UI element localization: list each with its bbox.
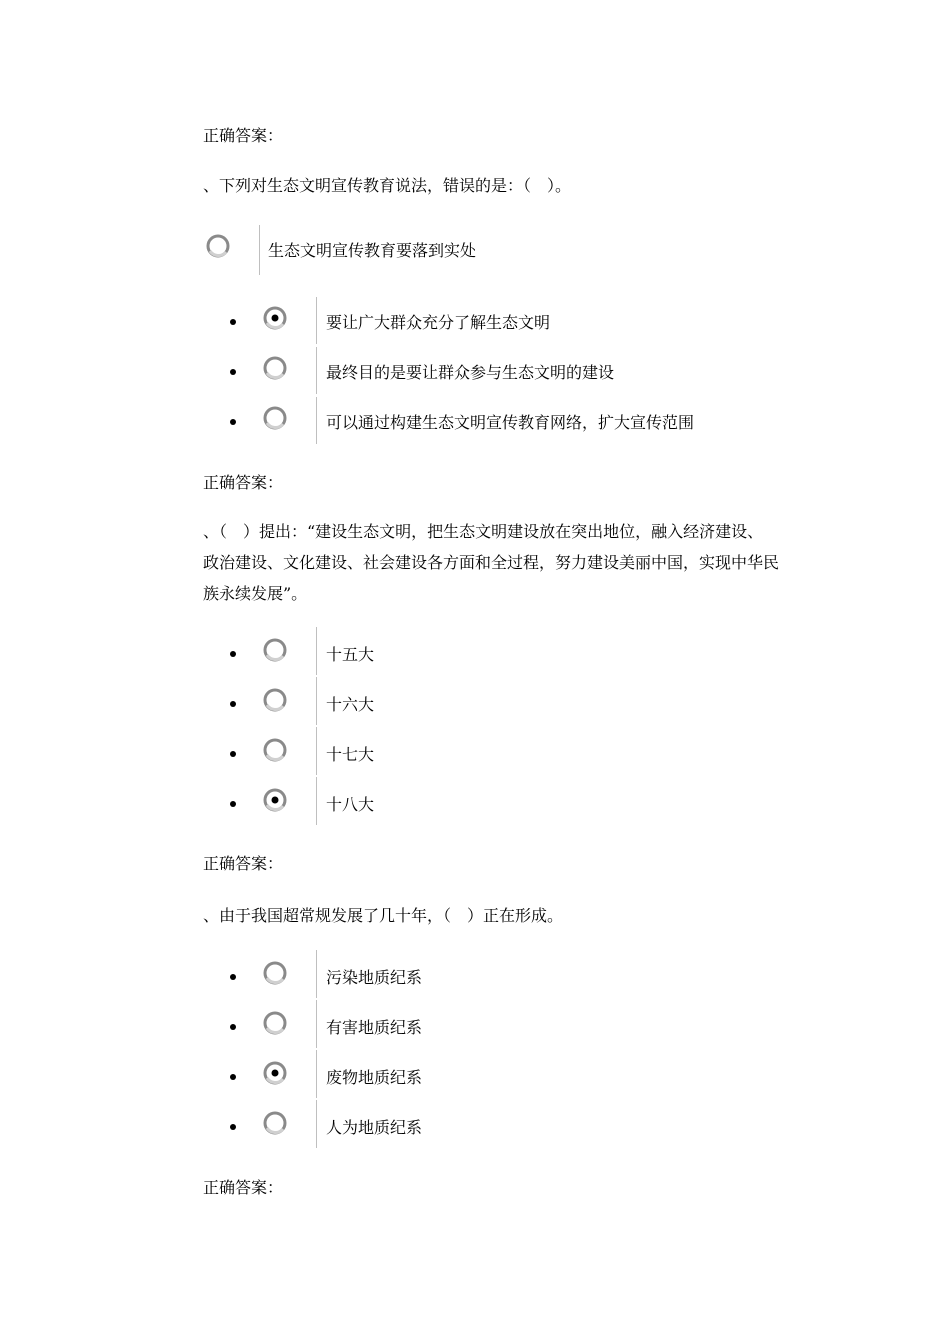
- question-2-option-2[interactable]: 十七大: [326, 745, 375, 764]
- list-bullet: [230, 369, 236, 375]
- option-divider: [316, 727, 317, 775]
- option-divider: [316, 777, 317, 825]
- option-divider: [316, 1100, 317, 1148]
- question-1-option-3[interactable]: 可以通过构建生态文明宣传教育网络，扩大宣传范围: [326, 413, 695, 432]
- question-1-option-1[interactable]: 要让广大群众充分了解生态文明: [326, 313, 551, 332]
- question-3-option-3[interactable]: 人为地质纪系: [326, 1118, 423, 1137]
- list-bullet: [230, 1024, 236, 1030]
- option-divider: [316, 397, 317, 444]
- radio-button[interactable]: [262, 687, 288, 713]
- list-bullet: [230, 701, 236, 707]
- question-2-stem-line-2: 政治建设、文化建设、社会建设各方面和全过程，努力建设美丽中国，实现中华民: [203, 553, 780, 572]
- option-divider: [259, 225, 260, 275]
- question-2-stem-line-3: 族永续发展”。: [203, 584, 308, 603]
- correct-answer-label: 正确答案：: [203, 473, 284, 492]
- option-divider: [316, 297, 317, 344]
- list-bullet: [230, 974, 236, 980]
- radio-button[interactable]: [262, 737, 288, 763]
- option-divider: [316, 347, 317, 394]
- radio-button[interactable]: [262, 405, 288, 431]
- radio-button[interactable]: [262, 1110, 288, 1136]
- radio-button[interactable]: [262, 1010, 288, 1036]
- option-divider: [316, 627, 317, 675]
- list-bullet: [230, 1124, 236, 1130]
- question-1-option-0[interactable]: 生态文明宣传教育要落到实处: [268, 241, 477, 260]
- radio-button[interactable]: [262, 960, 288, 986]
- list-bullet: [230, 319, 236, 325]
- list-bullet: [230, 419, 236, 425]
- radio-button-selected[interactable]: [262, 305, 288, 331]
- question-1-stem: 、下列对生态文明宣传教育说法，错误的是：（ ）。: [203, 176, 572, 195]
- question-1-option-2[interactable]: 最终目的是要让群众参与生态文明的建设: [326, 363, 615, 382]
- correct-answer-label: 正确答案：: [203, 854, 284, 873]
- list-bullet: [230, 801, 236, 807]
- question-2-option-3[interactable]: 十八大: [326, 795, 375, 814]
- list-bullet: [230, 651, 236, 657]
- question-2-stem-line-1: 、（ ）提出：“建设生态文明，把生态文明建设放在突出地位，融入经济建设、: [203, 522, 764, 541]
- question-3-option-2[interactable]: 废物地质纪系: [326, 1068, 423, 1087]
- question-2-option-1[interactable]: 十六大: [326, 695, 375, 714]
- question-3-stem: 、由于我国超常规发展了几十年，（ ）正在形成。: [203, 906, 564, 925]
- correct-answer-label: 正确答案：: [203, 126, 284, 145]
- radio-button-selected[interactable]: [262, 1060, 288, 1086]
- option-divider: [316, 1050, 317, 1098]
- list-bullet: [230, 1074, 236, 1080]
- radio-button-selected[interactable]: [262, 787, 288, 813]
- radio-button[interactable]: [262, 637, 288, 663]
- question-3-option-0[interactable]: 污染地质纪系: [326, 968, 423, 987]
- radio-button[interactable]: [262, 355, 288, 381]
- radio-button[interactable]: [205, 233, 231, 259]
- correct-answer-label: 正确答案：: [203, 1178, 284, 1197]
- question-3-option-1[interactable]: 有害地质纪系: [326, 1018, 423, 1037]
- list-bullet: [230, 751, 236, 757]
- option-divider: [316, 677, 317, 725]
- question-2-option-0[interactable]: 十五大: [326, 645, 375, 664]
- option-divider: [316, 950, 317, 998]
- option-divider: [316, 1000, 317, 1048]
